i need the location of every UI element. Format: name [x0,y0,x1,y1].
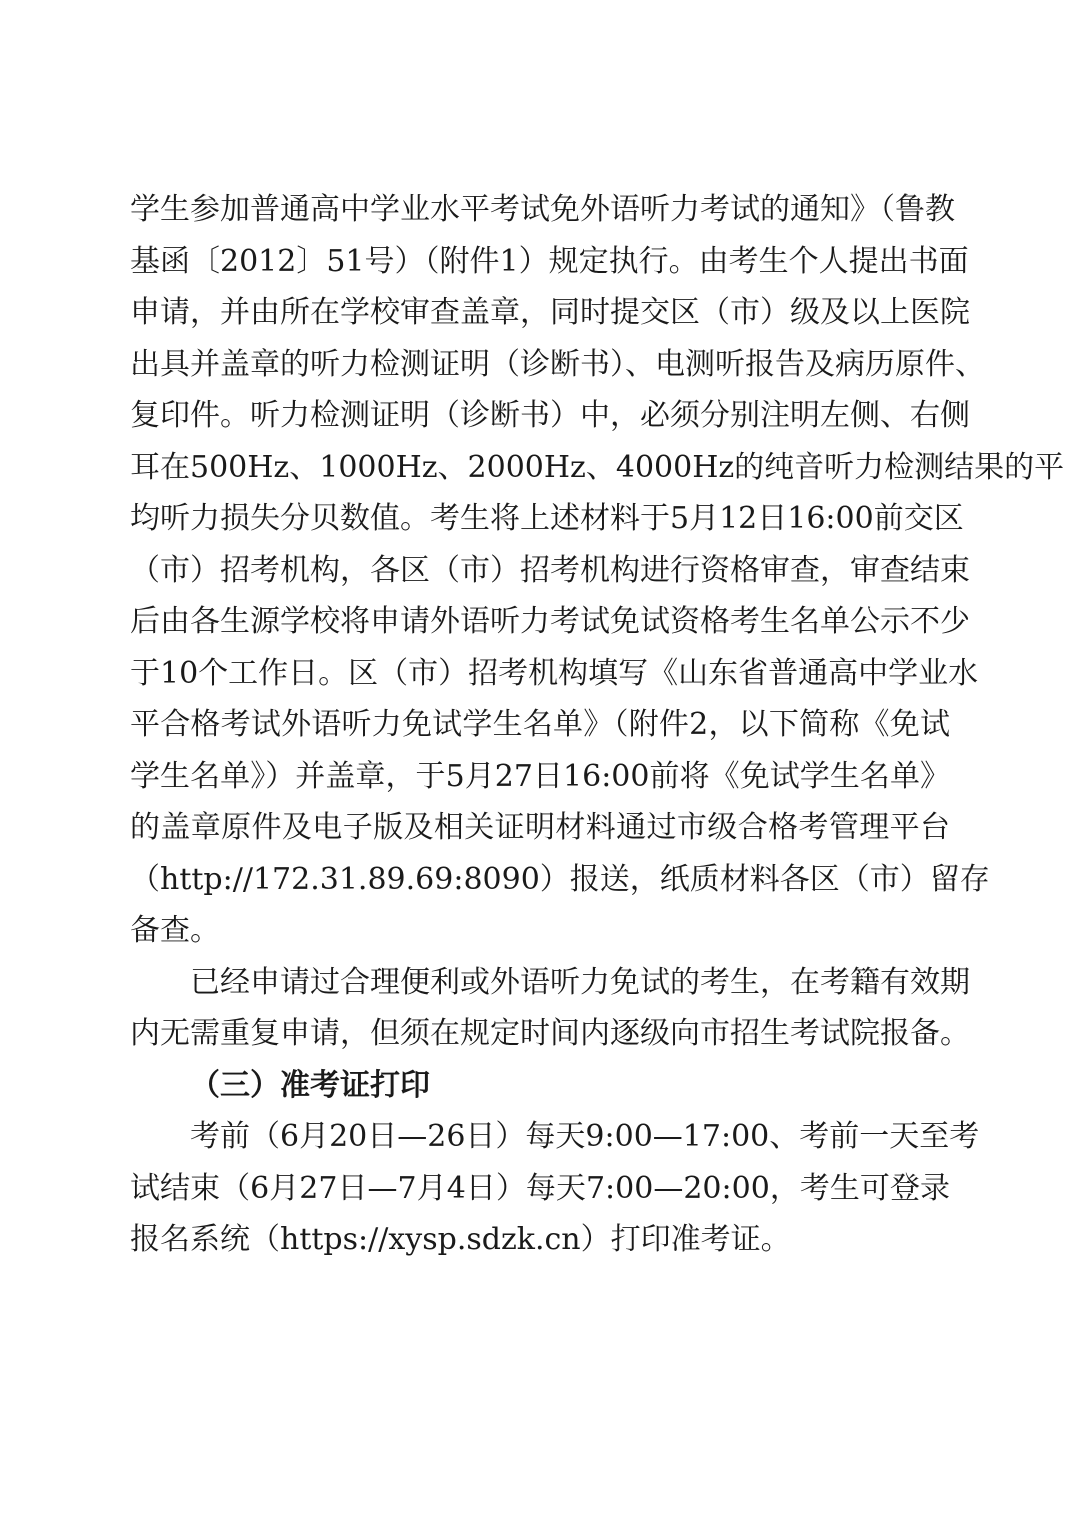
text-line: 后由各生源学校将申请外语听力考试免试资格考生名单公示不少 [130,604,970,639]
text-line: 学生名单》）并盖章，于5月27日16:00前将《免试学生名单》 [130,758,950,794]
paragraph-admission-ticket-printing [130,1111,980,1266]
text-line: （http://172.31.89.69:8090）报送，纸质材料各区（市）留存 [130,861,990,897]
text-line: 申请，并由所在学校审查盖章，同时提交区（市）级及以上医院 [130,295,970,330]
section-heading: （三）准考证打印 [190,1067,430,1103]
document-body [130,184,1065,1266]
text-line: 出具并盖章的听力检测证明（诊断书）、电测听报告及病历原件、 [130,346,985,382]
text-line: 于10个工作日。区（市）招考机构填写《山东省普通高中学业水 [130,655,979,691]
text-line: 内无需重复申请，但须在规定时间内逐级向市招生考试院报备。 [130,1016,970,1051]
text-line: 试结束（6月27日—7月4日）每天7:00—20:00，考生可登录 [130,1170,950,1206]
text-line: 的盖章原件及电子版及相关证明材料通过市级合格考管理平台 [130,810,950,845]
text-line: 平合格考试外语听力免试学生名单》（附件2，以下简称《免试 [130,707,950,742]
paragraph-no-repeat-application [130,957,970,1060]
text-line: 基函〔2012〕51号）（附件1）规定执行。由考生个人提出书面 [130,243,969,279]
text-line: 考前（6月20日—26日）每天9:00—17:00、考前一天至考 [190,1119,980,1154]
text-line: 学生参加普通高中学业水平考试免外语听力考试的通知》（鲁教 [130,192,955,227]
text-line: 均听力损失分贝数值。考生将上述材料于5月12日16:00前交区 [130,501,964,536]
text-line: 耳在500Hz、1000Hz、2000Hz、4000Hz的纯音听力检测结果的平 [130,449,1065,485]
section-heading-admission-ticket [130,1060,950,1112]
text-line: 复印件。听力检测证明（诊断书）中，必须分别注明左侧、右侧 [130,398,970,433]
paragraph-exemption-procedure [130,184,1065,957]
text-line: （市）招考机构，各区（市）招考机构进行资格审查，审查结束 [130,552,970,588]
text-line: 备查。 [130,913,220,948]
text-line: 已经申请过合理便利或外语听力免试的考生，在考籍有效期 [190,964,970,1000]
text-line: 报名系统（https://xysp.sdzk.cn）打印准考证。 [130,1222,791,1257]
